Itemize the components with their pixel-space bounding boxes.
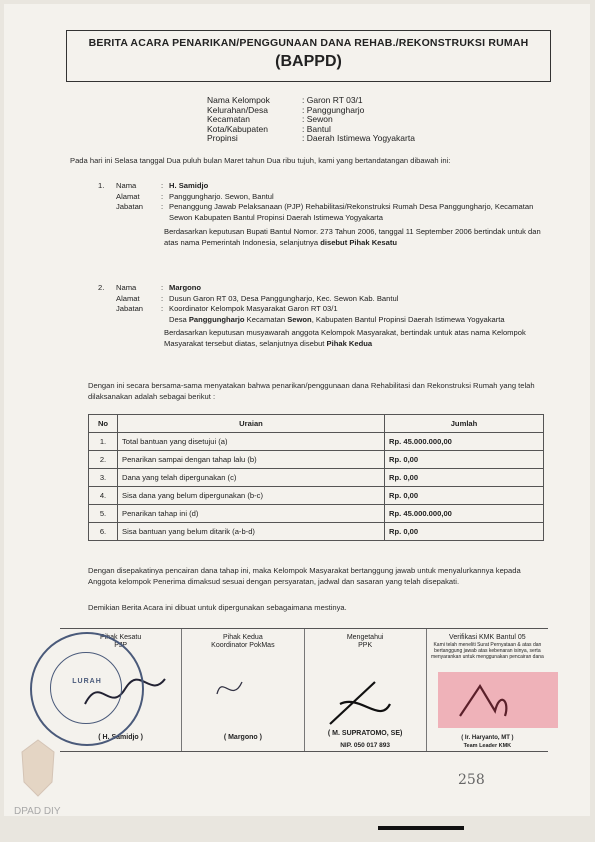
field-label: Alamat: [116, 191, 140, 201]
document-title: BERITA ACARA PENARIKAN/PENGGUNAAN DANA REHAB./REKONSTRUKSI RUMAH: [88, 37, 529, 49]
header-jumlah: Jumlah: [385, 415, 544, 433]
info-key: Nama Kelompok: [207, 95, 270, 105]
cell-uraian: Sisa bantuan yang belum ditarik (a-b-d): [118, 523, 385, 541]
stamp-label: LURAH: [72, 678, 102, 685]
cell-no: 1.: [89, 433, 118, 451]
info-value: Panggungharjo: [306, 104, 365, 115]
field-label: Alamat: [116, 293, 140, 303]
sig-nip: NIP. 050 017 893: [340, 742, 390, 749]
basis-label: Pihak Kedua: [326, 338, 373, 348]
cell-jumlah: Rp. 45.000.000,00: [385, 433, 544, 451]
sig-heading: Pihak Kesatu: [100, 634, 142, 641]
sig-name: ( H. Samidjo ): [98, 734, 143, 741]
cell-uraian: Total bantuan yang disetujui (a): [118, 433, 385, 451]
party-address: Dusun Garon RT 03, Desa Panggungharjo, Kec. Sewon Kab. Bantul: [169, 293, 399, 303]
cell-jumlah: Rp. 45.000.000,00: [385, 505, 544, 523]
info-value: Bantul: [306, 123, 331, 134]
sig-role: Koordinator PokMas: [211, 642, 275, 649]
info-value: Sewon: [306, 114, 333, 124]
signature-scribble: [325, 674, 395, 729]
cell-uraian: Penarikan tahap ini (d): [118, 505, 385, 523]
header-uraian: Uraian: [118, 415, 385, 433]
field-label: Nama: [116, 181, 137, 190]
emblem-icon: [18, 738, 58, 798]
signature-scribble: [212, 674, 252, 704]
document-subtitle: (BAPPD): [275, 53, 342, 70]
cell-jumlah: Rp. 0,00: [385, 487, 544, 505]
official-stamp: [30, 632, 144, 746]
table-row: [89, 451, 544, 469]
party-1: 1. Nama : H. Samidjo Alamat : Panggungharjo. Sewon, Bantul Jabatan : Penanggung Jawab Pelaksanaan (PJP) Rehabilitasi/Rekonstruksi Rumah Desa Panggungharjo, Kecamatan Sewon Kabupaten Bantul Propinsi Daerah Istimewa Yogyakarta Berdasarkan keputusan Bupati Bantul Nomor. 273 Tahun 2006, tanggal 11 September 2006 bertindak untuk dan atas nama Pemerintah Indonesia, selanjutnya disebut Pihak Kesatu: [98, 181, 546, 248]
party-number: 2.: [98, 283, 105, 292]
cell-no: 6.: [89, 523, 118, 541]
pos-text: Kecamatan: [246, 314, 286, 324]
sig-name: ( Margono ): [223, 734, 262, 741]
field-label: Nama: [116, 283, 137, 292]
red-stamp: [438, 672, 558, 728]
sig-name: ( M. SUPRATOMO, SE): [327, 730, 403, 737]
funds-table: [88, 414, 544, 541]
table-header: [89, 415, 544, 433]
table-row: [89, 487, 544, 505]
party-basis: [164, 227, 546, 248]
closing-statement: Demikian Berita Acara ini dibuat untuk dipergunakan sebagaimana mestinya.: [88, 603, 347, 612]
table-row: [89, 469, 544, 487]
sig-role: Kami telah meneliti Surat Pernyataan & atas dan bertanggung jawab atas kebenaran isinya, serta menyarankan untuk menggunakan pencairan dana: [430, 642, 544, 660]
cell-uraian: Penarikan sampai dengan tahap lalu (b): [118, 451, 385, 469]
group-info: Nama Kelompok : Garon RT 03/1 Kelurahan/Desa : Panggungharjo Kecamatan : Sewon Kota/Kabupaten : Bantul Propinsi : Daerah Istimewa Yogyakarta: [207, 95, 415, 143]
info-value: Garon RT 03/1: [306, 95, 363, 105]
signature-pihak-kedua: [182, 629, 304, 751]
info-value: Daerah Istimewa Yogyakarta: [306, 133, 415, 143]
cell-no: 4.: [89, 487, 118, 505]
closing-text: Dengan disepakatinya pencairan dana tahap ini, maka Kelompok Masyarakat bertanggung jawab untuk menyalurkannya kepada Anggota kelompok Penerima dimaksud sesuai dengan persyaratan, jadwal dan sasaran yang telah disepakati.: [88, 566, 521, 586]
cell-jumlah: Rp. 0,00: [385, 469, 544, 487]
sig-role: PJP: [114, 642, 128, 649]
sig-heading: Pihak Kedua: [223, 634, 263, 641]
field-label: Jabatan: [116, 202, 144, 211]
scan-edge-bar: [378, 826, 464, 830]
watermark: DPAD DIY: [14, 806, 61, 817]
signature-mengetahui: [305, 629, 427, 751]
table-row: [89, 523, 544, 541]
table-row: [89, 505, 544, 523]
party-number: 1.: [98, 181, 105, 190]
cell-no: 5.: [89, 505, 118, 523]
statement-text: Dengan ini secara bersama-sama menyatakan bahwa penarikan/penggunaan dana Rehabilitasi dan Rekonstruksi Rumah yang telah dilaksanakan adalah sebagai berikut :: [88, 381, 535, 401]
party-basis: [164, 328, 546, 349]
cell-no: 3.: [89, 469, 118, 487]
sig-name: ( Ir. Haryanto, MT ): [461, 735, 514, 741]
party-position: Koordinator Kelompok Masyarakat Garon RT 03/1: [169, 304, 338, 313]
party-name: Margono: [169, 283, 202, 292]
info-key: Propinsi: [207, 133, 238, 143]
pos-text: , Kabupaten Bantul Propinsi Daerah Istimewa Yogyakarta: [311, 314, 505, 324]
pos-desa: Panggungharjo: [188, 314, 245, 324]
party-position-2: [169, 315, 546, 326]
sig-heading: Mengetahui: [346, 634, 384, 641]
cell-uraian: Sisa dana yang belum dipergunakan (b-c): [118, 487, 385, 505]
cell-jumlah: Rp. 0,00: [385, 451, 544, 469]
table-row: [89, 433, 544, 451]
party-name: H. Samidjo: [169, 181, 209, 190]
party-2: 2. Nama : Margono Alamat : Dusun Garon RT 03, Desa Panggungharjo, Kec. Sewon Kab. Bantul Jabatan : Koordinator Kelompok Masyarakat Garon RT 03/1 Desa Panggungharjo Kecamatan Sewon, Kabupaten Bantul Propinsi Daerah Istimewa Yogyakarta Berdasarkan keputusan musyawarah anggota Kelompok Masyarakat, bertindak untuk atas nama Kelompok Masyarakat tersebut diatas, selanjutnya disebut Pihak Kedua: [98, 283, 546, 349]
header-no: No: [89, 415, 118, 433]
sig-heading: Verifikasi KMK Bantul 05: [449, 634, 526, 641]
info-key: Kelurahan/Desa: [207, 104, 268, 115]
basis-text: Berdasarkan keputusan Bupati Bantul Nomor. 273 Tahun 2006, tanggal 11 September 2006 bertindak untuk dan atas nama Pemerintah Indonesia, selanjutnya: [164, 227, 541, 247]
pos-kec: Sewon: [287, 314, 312, 324]
intro-text: Pada hari ini Selasa tanggal Dua puluh bulan Maret tahun Dua ribu tujuh, kami yang bertandatangan dibawah ini:: [70, 156, 451, 165]
field-label: Jabatan: [116, 304, 144, 313]
handwritten-page-number: 258: [458, 772, 485, 788]
cell-uraian: Dana yang telah dipergunakan (c): [118, 469, 385, 487]
basis-label: disebut Pihak Kesatu: [320, 237, 398, 247]
cell-no: 2.: [89, 451, 118, 469]
party-position: Penanggung Jawab Pelaksanaan (PJP) Rehabilitasi/Rekonstruksi Rumah Desa Panggungharjo, Kecamatan Sewon Kabupaten Bantul Propinsi Daerah Istimewa Yogyakarta: [169, 202, 534, 222]
pos-text: Desa: [169, 314, 187, 324]
info-key: Kota/Kabupaten: [207, 123, 268, 134]
party-address: Panggungharjo. Sewon, Bantul: [169, 191, 274, 201]
sig-title: Team Leader KMK: [463, 743, 512, 749]
stamp-inner-ring: [50, 652, 122, 724]
basis-text: Berdasarkan keputusan musyawarah anggota Kelompok Masyarakat, bertindak untuk atas nama Kelompok Masyarakat tersebut diatas, selanjutnya disebut: [164, 328, 526, 348]
sig-role: PPK: [358, 642, 373, 649]
cell-jumlah: Rp. 0,00: [385, 523, 544, 541]
info-key: Kecamatan: [207, 114, 250, 124]
title-box: [66, 30, 551, 82]
